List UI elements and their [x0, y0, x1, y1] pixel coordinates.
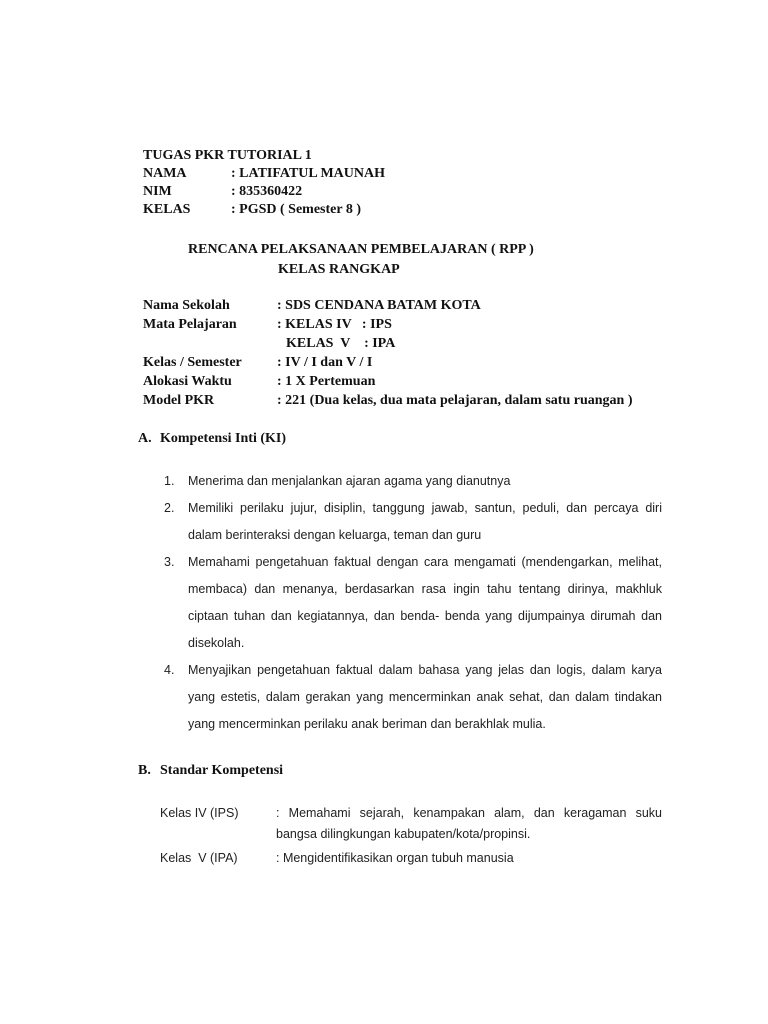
- list-item: [160, 468, 662, 495]
- info-model-value: : 221 (Dua kelas, dua mata pelajaran, dalam satu ruangan ): [277, 393, 633, 408]
- sk-row-ips: [160, 803, 662, 845]
- section-a-heading: [138, 430, 286, 448]
- field-nama-label: NAMA: [143, 166, 187, 181]
- list-item-number: 1.: [164, 474, 175, 488]
- list-item: [160, 495, 662, 549]
- list-item-number: 3.: [164, 555, 175, 569]
- list-item-text: Menyajikan pengetahuan faktual dalam bahasa yang jelas dan logis, dalam karya yang estetis, dalam gerakan yang mencerminkan anak sehat, dan dalam tindakan yang mencerminkan perilaku anak beriman dan berakhlak mulia.: [188, 663, 662, 731]
- field-nim: [143, 183, 302, 201]
- field-nim-label: NIM: [143, 184, 172, 199]
- info-alokasi: [143, 373, 375, 391]
- list-item-text: Memiliki perilaku jujur, disiplin, tanggung jawab, santun, peduli, dan percaya diri dalam berinteraksi dengan keluarga, teman dan guru: [188, 501, 662, 542]
- field-nama-value: : LATIFATUL MAUNAH: [231, 166, 385, 181]
- list-item-number: 4.: [164, 663, 175, 677]
- field-nim-value: : 835360422: [231, 184, 303, 199]
- list-item-text: Menerima dan menjalankan ajaran agama yang dianutnya: [188, 474, 511, 488]
- info-mapel-value2: KELAS V : IPA: [286, 336, 396, 351]
- info-mapel-line2: [286, 335, 395, 353]
- section-b-title: Standar Kompetensi: [160, 763, 284, 778]
- field-kelas: [143, 201, 361, 219]
- info-sekolah-label: Nama Sekolah: [143, 298, 230, 313]
- doc-title-line1: RENCANA PELAKSANAAN PEMBELAJARAN ( RPP ): [188, 242, 534, 257]
- info-model: [143, 392, 632, 410]
- sk-ips-value: : Memahami sejarah, kenampakan alam, dan keragaman suku bangsa dilingkungan kabupaten/kota/propinsi.: [276, 806, 662, 841]
- info-model-label: Model PKR: [143, 393, 215, 408]
- sk-row-ipa: [160, 848, 662, 869]
- info-kelas-value: : IV / I dan V / I: [277, 355, 373, 370]
- info-mapel-label: Mata Pelajaran: [143, 317, 237, 332]
- info-kelas: [143, 354, 372, 372]
- sk-ipa-value: : Mengidentifikasikan organ tubuh manusia: [276, 851, 514, 865]
- list-item-number: 2.: [164, 501, 175, 515]
- section-b-letter: B.: [138, 763, 151, 778]
- info-mapel: [143, 316, 392, 334]
- field-kelas-value: : PGSD ( Semester 8 ): [231, 202, 361, 217]
- info-kelas-label: Kelas / Semester: [143, 355, 242, 370]
- section-a-letter: A.: [138, 431, 152, 446]
- ki-list: [160, 468, 662, 738]
- info-mapel-value: : KELAS IV : IPS: [277, 317, 392, 332]
- field-nama: [143, 165, 385, 183]
- section-a-title: Kompetensi Inti (KI): [160, 431, 286, 446]
- info-sekolah-value: : SDS CENDANA BATAM KOTA: [277, 298, 481, 313]
- info-sekolah: [143, 297, 481, 315]
- assignment-title: [143, 147, 312, 165]
- list-item: [160, 657, 662, 738]
- sk-ips-label: Kelas IV (IPS): [160, 806, 239, 820]
- doc-title-line2: KELAS RANGKAP: [278, 262, 400, 277]
- sk-ipa-label: Kelas V (IPA): [160, 851, 238, 865]
- field-kelas-label: KELAS: [143, 202, 191, 217]
- list-item: [160, 549, 662, 657]
- assignment-title-text: TUGAS PKR TUTORIAL 1: [143, 148, 312, 163]
- info-alokasi-value: : 1 X Pertemuan: [277, 374, 376, 389]
- section-b-heading: [138, 762, 283, 780]
- info-alokasi-label: Alokasi Waktu: [143, 374, 232, 389]
- list-item-text: Memahami pengetahuan faktual dengan cara mengamati (mendengarkan, melihat, membaca) dan menanya, berdasarkan rasa ingin tahu tentang dirinya, makhluk ciptaan tuhan dan kegiatannya, dan benda- benda yang dijumpainya dirumah dan disekolah.: [188, 555, 662, 650]
